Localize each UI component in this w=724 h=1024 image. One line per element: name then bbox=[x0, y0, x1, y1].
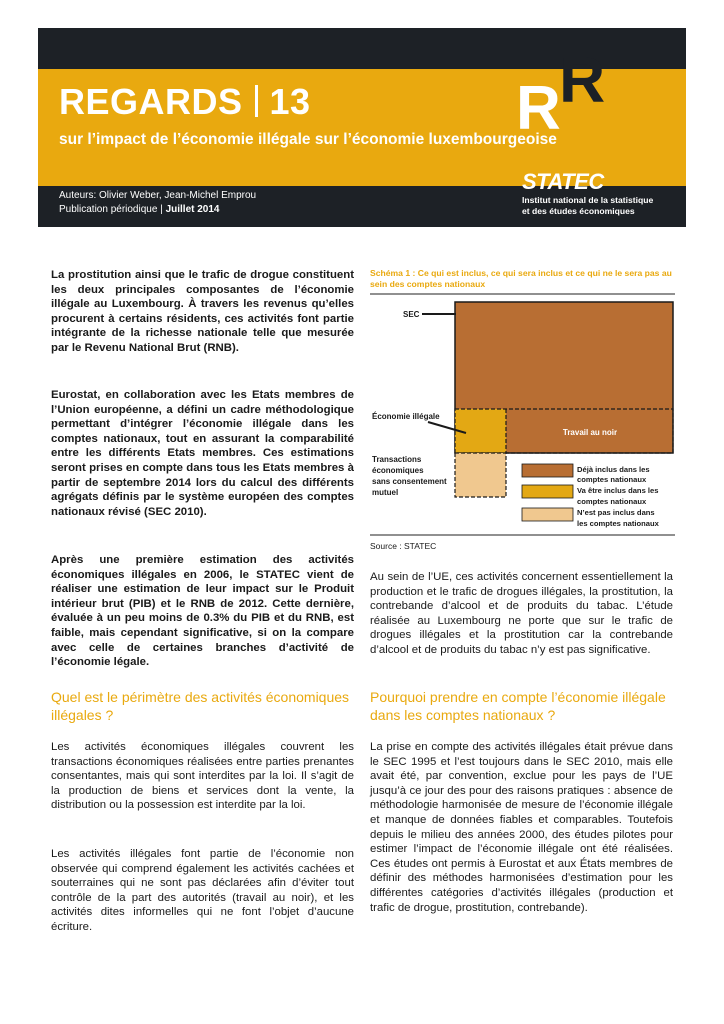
right-column bbox=[370, 740, 673, 915]
authors-block bbox=[59, 189, 256, 217]
legend-label: N’est pas inclus dans bbox=[577, 508, 655, 517]
left-column bbox=[51, 740, 354, 813]
legend-label: Déjà inclus dans les bbox=[577, 465, 650, 474]
schema-source: Source : STATEC bbox=[370, 541, 437, 551]
left-column bbox=[51, 388, 354, 519]
section-heading: Pourquoi prendre en compte l’économie illégale dans les comptes nationaux ? bbox=[370, 689, 666, 723]
left-column bbox=[51, 553, 354, 670]
label-travail-au-noir: Travail au noir bbox=[562, 428, 618, 437]
authors-line: Auteurs: Olivier Weber, Jean-Michel Emprou bbox=[59, 190, 257, 201]
label-transactions: économiques bbox=[372, 466, 424, 475]
legend-swatch-included bbox=[522, 464, 573, 477]
issue-number: 13 bbox=[269, 81, 311, 122]
legend-label: les comptes nationaux bbox=[577, 519, 659, 528]
legend-swatch-will-be-included bbox=[522, 485, 573, 498]
intro-paragraph: Après une première estimation des activités économiques illégales en 2006, le STATEC vient de réaliser une estimation de leur impact sur le Produit intérieur brut (PIB) et le RNB de 2012. Cette dernière, évaluée à un peu moins de 0.3% du PIB et du RNB, est faible, mais cependant significative, si on la compare avec celle de certaines branches d’activité de l’économie légale. bbox=[51, 554, 354, 669]
publication-date: Juillet 2014 bbox=[165, 204, 220, 215]
body-paragraph: Les activités illégales font partie de l’économie non observée qui comprend également les activités cachées et souterraines qui ne sont pas déclarées afin d’éviter tout contrôle de la part des autorités (travail au noir), et les activités dites informelles qui ne font l’objet d’aucune écriture. bbox=[51, 848, 354, 933]
body-paragraph: Au sein de l’UE, ces activités concernent essentiellement la production et le trafic de drogues illégales, la prostitution, la contrebande d’alcool et de produits du tabac. L’étude réalisée au Luxembourg ne porte que sur le trafic de drogues illégales et la prostitution car la contrebande d’alcool et de produits du tabac n’y est pas significative. bbox=[370, 571, 673, 656]
left-column bbox=[51, 268, 354, 356]
schema-legend bbox=[522, 464, 660, 528]
statec-description-line: Institut national de la statistique bbox=[522, 195, 654, 205]
legend-swatch-not-included bbox=[522, 508, 573, 521]
left-column bbox=[51, 847, 354, 935]
publication-subtitle: sur l’impact de l’économie illégale sur l’économie luxembourgeoise bbox=[59, 131, 557, 148]
publication-title bbox=[59, 81, 311, 122]
label-transactions: sans consentement bbox=[372, 477, 447, 486]
publication-type: Publication périodique | bbox=[59, 204, 166, 215]
title-text: REGARDS bbox=[59, 81, 243, 122]
section-heading: Quel est le périmètre des activités économiques illégales ? bbox=[51, 689, 350, 723]
left-column bbox=[51, 688, 354, 724]
statec-logo: STATEC bbox=[522, 169, 604, 194]
statec-description bbox=[522, 195, 653, 217]
label-illegal-economy: Économie illégale bbox=[372, 412, 440, 421]
schema-diagram bbox=[370, 292, 675, 537]
legend-label: comptes nationaux bbox=[577, 497, 647, 506]
schema-title: Schéma 1 : Ce qui est inclus, ce qui sera inclus et ce qui ne le sera pas au sein des comptes nationaux bbox=[370, 268, 672, 289]
label-transactions: mutuel bbox=[372, 488, 399, 497]
publication-line bbox=[59, 203, 256, 217]
right-column bbox=[370, 688, 673, 724]
intro-paragraph: La prostitution ainsi que le trafic de drogue constituent les deux principales composantes de l’économie illégale au Luxembourg. À travers les revenus qu’elles procurent à certains résidents, ces activités font partie intégrante de la richesse nationale telle que mesurée par le Revenu National Brut (RNB). bbox=[51, 269, 354, 354]
right-column bbox=[370, 570, 673, 658]
publication-header bbox=[38, 28, 686, 227]
label-transactions: Transactions bbox=[372, 455, 422, 464]
statec-description-line: et des études économiques bbox=[522, 206, 635, 216]
regards-logo-letter: R bbox=[516, 74, 561, 143]
regards-logo-letter: R bbox=[559, 44, 606, 116]
title-separator bbox=[255, 85, 258, 117]
body-paragraph: La prise en compte des activités illégales était prévue dans le SEC 1995 et l’est toujours dans le SEC 2010, mais elle avait été, par convention, exclue pour les pays de l’UE jusqu’à ce jour des pour des raisons pratiques : absence de méthodologie harmonisée de mesure de l’économie illégale et manque de données fiables et comparables. Toutefois depuis le milieu des années 2000, des études pilotes pour estimer l’impact de l’économie illégale ont été réalisées. Ces études ont permis à Eurostat et aux États membres de définir des méthodes harmonisées d’estimation pour les différentes catégories d’activités illégales (production et trafic de drogue, prostitution, contrebande). bbox=[370, 741, 673, 914]
legend-label: Va être inclus dans les bbox=[577, 486, 659, 495]
legend-label: comptes nationaux bbox=[577, 475, 647, 484]
label-sec: SEC bbox=[403, 310, 420, 319]
intro-paragraph: Eurostat, en collaboration avec les Etats membres de l’Union européenne, a défini un cadre méthodologique permettant d’intégrer l’économie illégale dans les comptes nationaux, tout en assurant la comparabilité entre les différents Etats membres. Ces estimations seront prises en compte dans tous les Etats membres à partir de septembre 2014 lors du calcul des différents agrégats définis par le système européen des comptes nationaux révisé (SEC 2010). bbox=[51, 389, 354, 518]
body-paragraph: Les activités économiques illégales couvrent les transactions économiques réalisées entre parties prenantes consentantes, mais qui sont interdites par la loi. Il s’agit de la production de biens et services dont la vente, la distribution ou la possession est interdite par la loi. bbox=[51, 741, 354, 812]
non-consensual-box bbox=[455, 453, 506, 497]
